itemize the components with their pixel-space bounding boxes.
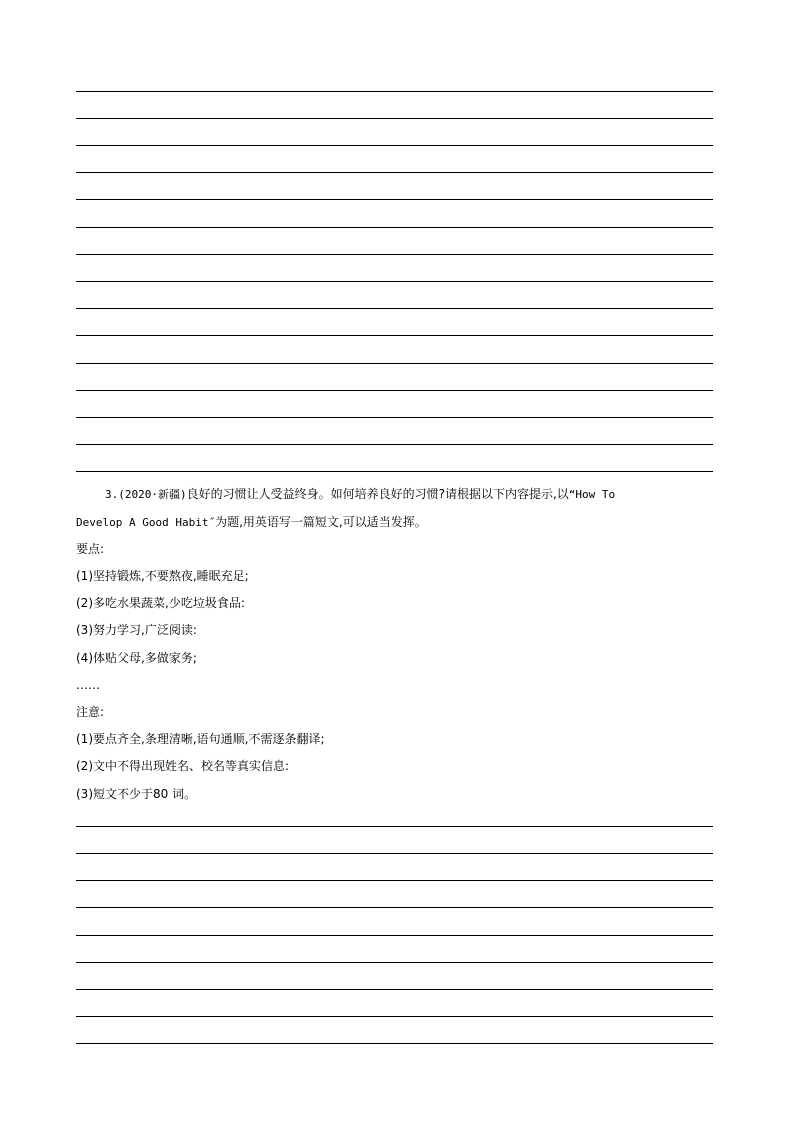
writing-line	[76, 417, 713, 418]
writing-line	[76, 935, 713, 936]
writing-line	[76, 254, 713, 255]
writing-line	[76, 880, 713, 881]
writing-line	[76, 227, 713, 228]
points-ellipsis: ……	[76, 678, 100, 692]
points-heading: 要点:	[76, 542, 105, 556]
note-item: (2)文中不得出现姓名、校名等真实信息:	[76, 759, 290, 773]
writing-line	[76, 199, 713, 200]
writing-line	[76, 91, 713, 92]
writing-line	[76, 363, 713, 364]
note-item: (3)短文不少于80 词。	[76, 787, 197, 801]
question-title-cont: Develop A Good Habit	[76, 516, 209, 529]
question-intro-part2: 为题,用英语写一篇短文,可以适当发挥。	[215, 515, 427, 529]
question-intro-part1: 良好的习惯让人受益终身。如何培养良好的习惯?请根据以下内容提示,以	[186, 487, 569, 501]
question-number: 3.	[105, 488, 119, 501]
point-item: (3)努力学习,广泛阅读:	[76, 623, 197, 637]
writing-line	[76, 471, 713, 472]
writing-line	[76, 826, 713, 827]
note-item: (1)要点齐全,条理清晰,语句通顺,不需逐条翻译;	[76, 732, 325, 746]
writing-line	[76, 1043, 713, 1044]
writing-line	[76, 1016, 713, 1017]
question-prompt-line-1	[105, 486, 615, 503]
question-prompt-line-2	[76, 514, 427, 531]
point-item: (1)坚持锻炼,不要熬夜,睡眠充足;	[76, 569, 249, 583]
question-source: (2020·新疆)	[118, 488, 187, 501]
point-item: (2)多吃水果蔬菜,少吃垃圾食品:	[76, 596, 245, 610]
writing-line	[76, 335, 713, 336]
writing-line	[76, 145, 713, 146]
notes-heading: 注意:	[76, 705, 105, 719]
writing-line	[76, 172, 713, 173]
point-item: (4)体贴父母,多做家务;	[76, 651, 197, 665]
writing-line	[76, 281, 713, 282]
writing-line	[76, 853, 713, 854]
writing-line	[76, 308, 713, 309]
writing-line	[76, 962, 713, 963]
writing-line	[76, 989, 713, 990]
question-title-quote-open: “How To	[568, 488, 616, 501]
writing-line	[76, 907, 713, 908]
writing-line	[76, 118, 713, 119]
question-title-quote-close: ˝	[208, 516, 216, 529]
writing-line	[76, 444, 713, 445]
writing-line	[76, 390, 713, 391]
